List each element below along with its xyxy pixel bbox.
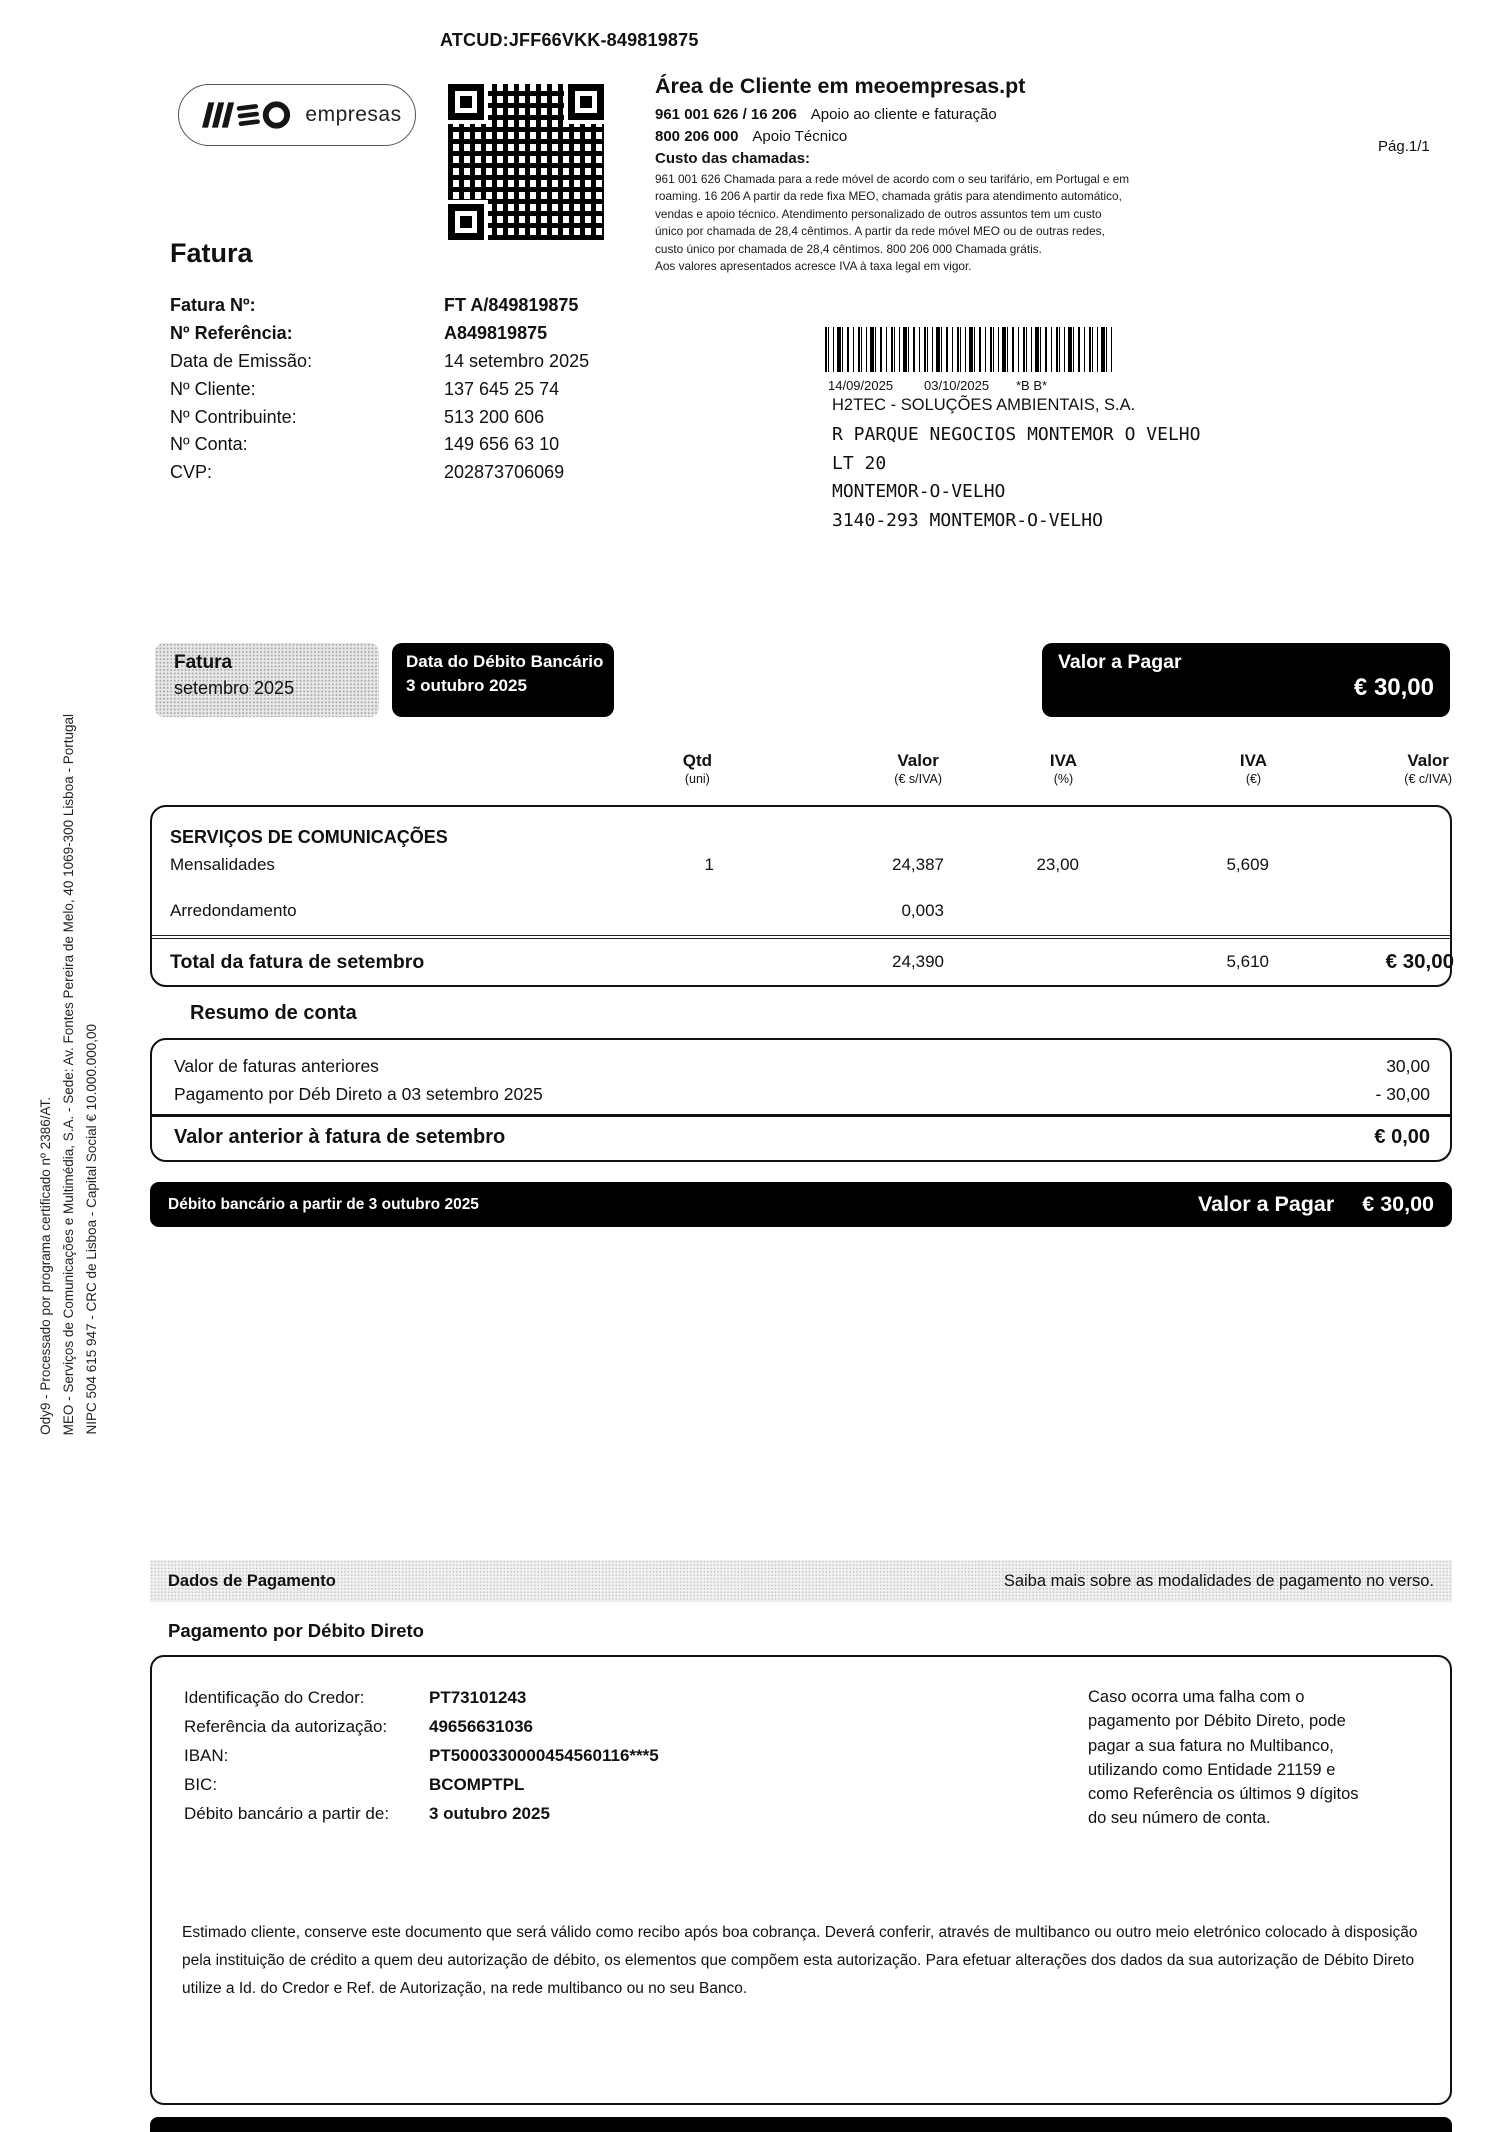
row-iva-eur: 5,609 bbox=[1226, 855, 1269, 874]
summary-row bbox=[174, 1052, 1430, 1080]
total-valor-siva: 24,390 bbox=[892, 952, 944, 971]
col-subheader: (%) bbox=[1053, 772, 1074, 786]
payment-bar-title: Dados de Pagamento bbox=[168, 1571, 336, 1590]
dd-field-row bbox=[184, 1741, 659, 1770]
invoice-field-row bbox=[170, 320, 620, 348]
direct-debit-fields bbox=[184, 1683, 659, 1828]
field-label: Fatura Nº: bbox=[170, 295, 256, 316]
sidebar-registry-line: NIPC 504 615 947 - CRC de Lisboa - Capital Social € 10.000.000,00 bbox=[84, 1024, 99, 1435]
invoice-field-row bbox=[170, 459, 620, 487]
table-row bbox=[168, 850, 1434, 880]
barcode-date-emission: 14/09/2025 bbox=[828, 378, 894, 393]
summary-total-divider bbox=[152, 1114, 1450, 1117]
debit-date-label: Data do Débito Bancário bbox=[406, 652, 604, 671]
support-label-2: Apoio Técnico bbox=[752, 128, 848, 145]
invoice-period-box bbox=[155, 643, 379, 717]
address-line: R PARQUE NEGOCIOS MONTEMOR O VELHO bbox=[832, 424, 1201, 445]
meo-logo-icon bbox=[192, 96, 296, 134]
row-iva-pct: 23,00 bbox=[1036, 855, 1079, 874]
col-header: IVA bbox=[1239, 751, 1267, 770]
dd-field-label: Débito bancário a partir de: bbox=[184, 1803, 390, 1823]
table-total-row bbox=[168, 939, 1454, 985]
dd-field-value: BCOMPTPL bbox=[429, 1774, 525, 1794]
legal-sidebar bbox=[38, 690, 99, 1435]
col-header: Valor bbox=[1407, 751, 1449, 770]
field-value: 513 200 606 bbox=[444, 406, 545, 427]
field-label: Nº Cliente: bbox=[170, 378, 256, 399]
period-box-title: Fatura bbox=[174, 652, 233, 673]
field-value: 137 645 25 74 bbox=[444, 378, 560, 399]
row-qtd: 1 bbox=[704, 855, 714, 874]
direct-debit-footer-note: Estimado cliente, conserve este documento que será válido como recibo após boa cobrança. Deverá conferir, através de multibanco ou outro meio eletrónico colocado à disposição pela instituição de crédito a quem deu autorização de débito, os elementos que compõem esta autorização. Para efetuar alterações dos dados da sua autorização de Débito Direto utilize a Id. do Credor e Ref. de Autorização, na rede multibanco ou no seu Banco. bbox=[182, 1924, 1418, 1997]
period-box-value: setembro 2025 bbox=[174, 678, 295, 698]
invoice-title: Fatura bbox=[170, 238, 253, 268]
field-value: 202873706069 bbox=[444, 462, 565, 483]
debit-bar-pay-value: € 30,00 bbox=[1362, 1192, 1434, 1216]
summary-value: - 30,00 bbox=[1375, 1083, 1430, 1104]
row-valor-siva: 0,003 bbox=[901, 901, 944, 920]
table-row bbox=[168, 896, 1434, 926]
sidebar-company-line: MEO - Serviços de Comunicações e Multimédia, S.A. - Sede: Av. Fontes Pereira de Melo, 40 1069-300 Lisboa - Portugal bbox=[61, 713, 76, 1435]
iva-note: Aos valores apresentados acresce IVA à taxa legal em vigor. bbox=[655, 259, 972, 274]
support-phone-2: 800 206 000 bbox=[655, 128, 739, 145]
dd-field-label: IBAN: bbox=[184, 1745, 229, 1765]
customer-area-block bbox=[655, 74, 1155, 276]
support-label-1: Apoio ao cliente e faturação bbox=[810, 106, 997, 123]
summary-row bbox=[174, 1080, 1430, 1108]
call-cost-label: Custo das chamadas: bbox=[655, 150, 811, 167]
field-label: Data de Emissão: bbox=[170, 350, 313, 371]
invoice-field-row bbox=[170, 375, 620, 403]
page-bottom-bar bbox=[150, 2117, 1452, 2132]
direct-debit-box bbox=[150, 1655, 1452, 2105]
dd-field-label: Identificação do Credor: bbox=[184, 1687, 365, 1707]
qr-finder-icon bbox=[448, 204, 484, 240]
dd-field-value: PT73101243 bbox=[429, 1687, 527, 1707]
dd-field-row bbox=[184, 1712, 659, 1741]
payment-data-bar bbox=[150, 1560, 1452, 1602]
meo-empresas-logo bbox=[178, 84, 416, 146]
field-value: A849819875 bbox=[444, 323, 548, 344]
amount-due-label: Valor a Pagar bbox=[1058, 651, 1182, 673]
summary-box-row bbox=[0, 643, 1510, 717]
recipient-name: H2TEC - SOLUÇÕES AMBIENTAIS, S.A. bbox=[832, 396, 1136, 414]
amount-due-box bbox=[1042, 643, 1450, 717]
field-value: FT A/849819875 bbox=[444, 295, 579, 316]
total-label: Total da fatura de setembro bbox=[170, 950, 425, 973]
field-value: 149 656 63 10 bbox=[444, 434, 560, 455]
invoice-field-row bbox=[170, 431, 620, 459]
summary-total-row bbox=[174, 1126, 1430, 1149]
atcud-code: ATCUD:JFF66VKK-849819875 bbox=[440, 30, 699, 50]
support-phone-1: 961 001 626 / 16 206 bbox=[655, 106, 797, 123]
row-valor-siva: 24,387 bbox=[892, 855, 944, 874]
dd-field-value: 49656631036 bbox=[429, 1716, 534, 1736]
debit-bar-pay-label: Valor a Pagar bbox=[1198, 1192, 1335, 1216]
total-iva-eur: 5,610 bbox=[1226, 952, 1269, 971]
qr-finder-icon bbox=[448, 84, 484, 120]
field-value: 14 setembro 2025 bbox=[444, 350, 590, 371]
support-line-1 bbox=[655, 106, 1155, 123]
dd-field-row bbox=[184, 1799, 659, 1828]
invoice-field-row bbox=[170, 348, 620, 376]
qr-code bbox=[440, 76, 612, 248]
invoice-field-row bbox=[170, 403, 620, 431]
field-label: Nº Conta: bbox=[170, 434, 248, 455]
dd-field-value: PT5000330000454560116***5 bbox=[429, 1745, 659, 1765]
row-desc: Mensalidades bbox=[170, 855, 275, 874]
summary-total-label: Valor anterior à fatura de setembro bbox=[174, 1126, 506, 1148]
charges-table bbox=[150, 805, 1452, 987]
field-label: Nº Referência: bbox=[170, 323, 293, 344]
dd-field-row bbox=[184, 1770, 659, 1799]
invoice-fields bbox=[170, 292, 620, 487]
dd-field-label: Referência da autorização: bbox=[184, 1716, 388, 1736]
logo-word: empresas bbox=[305, 103, 402, 126]
invoice-field-row bbox=[170, 292, 620, 320]
total-valor-civa: € 30,00 bbox=[1385, 950, 1454, 973]
amount-due-value: € 30,00 bbox=[1353, 674, 1434, 701]
charges-section-title: SERVIÇOS DE COMUNICAÇÕES bbox=[170, 827, 448, 847]
debit-bar-label: Débito bancário a partir de 3 outubro 2025 bbox=[168, 1195, 479, 1213]
address-line: LT 20 bbox=[832, 452, 887, 474]
barcode-dates bbox=[828, 378, 1248, 393]
multibanco-fallback-note: Caso ocorra uma falha com o pagamento por Débito Direto, pode pagar a sua fatura no Multibanco, utilizando como Entidade 21159 e como Referência os últimos 9 dígitos do seu número de conta. bbox=[1088, 1688, 1359, 1828]
summary-value: 30,00 bbox=[1386, 1055, 1430, 1076]
summary-total-value: € 0,00 bbox=[1374, 1126, 1430, 1148]
summary-label: Pagamento por Déb Direto a 03 setembro 2025 bbox=[174, 1083, 543, 1104]
sidebar-certification-line: Ody9 - Processado por programa certificado nº 2386/AT. bbox=[38, 1097, 53, 1435]
barcode-code: *B B* bbox=[1016, 378, 1048, 393]
field-label: CVP: bbox=[170, 462, 213, 483]
payment-bar-note: Saiba mais sobre as modalidades de pagamento no verso. bbox=[1003, 1571, 1434, 1590]
col-subheader: (uni) bbox=[684, 772, 710, 786]
dd-field-row bbox=[184, 1683, 659, 1712]
address-line: 3140-293 MONTEMOR-O-VELHO bbox=[832, 509, 1103, 531]
col-header: Valor bbox=[897, 751, 939, 770]
customer-area-title: Área de Cliente em meoempresas.pt bbox=[655, 74, 1026, 98]
barcode bbox=[825, 327, 1112, 372]
barcode-date-due: 03/10/2025 bbox=[924, 378, 990, 393]
dd-field-label: BIC: bbox=[184, 1774, 218, 1794]
charges-table-header bbox=[150, 751, 1452, 788]
col-subheader: (€ c/IVA) bbox=[1404, 772, 1452, 786]
qr-finder-icon bbox=[568, 84, 604, 120]
col-subheader: (€ s/IVA) bbox=[894, 772, 942, 786]
dd-field-value: 3 outubro 2025 bbox=[429, 1803, 550, 1823]
account-summary-title: Resumo de conta bbox=[190, 1002, 357, 1024]
call-cost-text: 961 001 626 Chamada para a rede móvel de acordo com o seu tarifário, em Portugal e em roaming. 16 206 A partir da rede fixa MEO, chamada grátis para atendimento automático, vendas e apoio técnico. Atendimento personalizado de outros assuntos tem um custo único por chamada de 28,4 cêntimos. A partir da rede móvel MEO ou de outras redes, custo único por chamada de 28,4 cêntimos. 800 206 000 Chamada grátis. bbox=[655, 172, 1130, 256]
recipient-address bbox=[832, 421, 1200, 535]
col-header: IVA bbox=[1049, 751, 1077, 770]
address-line: MONTEMOR-O-VELHO bbox=[832, 481, 1006, 503]
direct-debit-title: Pagamento por Débito Direto bbox=[168, 1620, 424, 1641]
row-desc: Arredondamento bbox=[170, 901, 297, 920]
account-summary-box bbox=[150, 1038, 1452, 1162]
field-label: Nº Contribuinte: bbox=[170, 406, 297, 427]
debit-date-box bbox=[392, 643, 614, 717]
page-number: Pág.1/1 bbox=[1378, 138, 1430, 155]
col-subheader: (€) bbox=[1245, 772, 1262, 786]
support-line-2 bbox=[655, 128, 1155, 145]
debit-amount-bar bbox=[150, 1182, 1452, 1227]
col-header: Qtd bbox=[682, 751, 712, 770]
debit-date-value: 3 outubro 2025 bbox=[406, 676, 527, 695]
summary-label: Valor de faturas anteriores bbox=[174, 1055, 379, 1076]
